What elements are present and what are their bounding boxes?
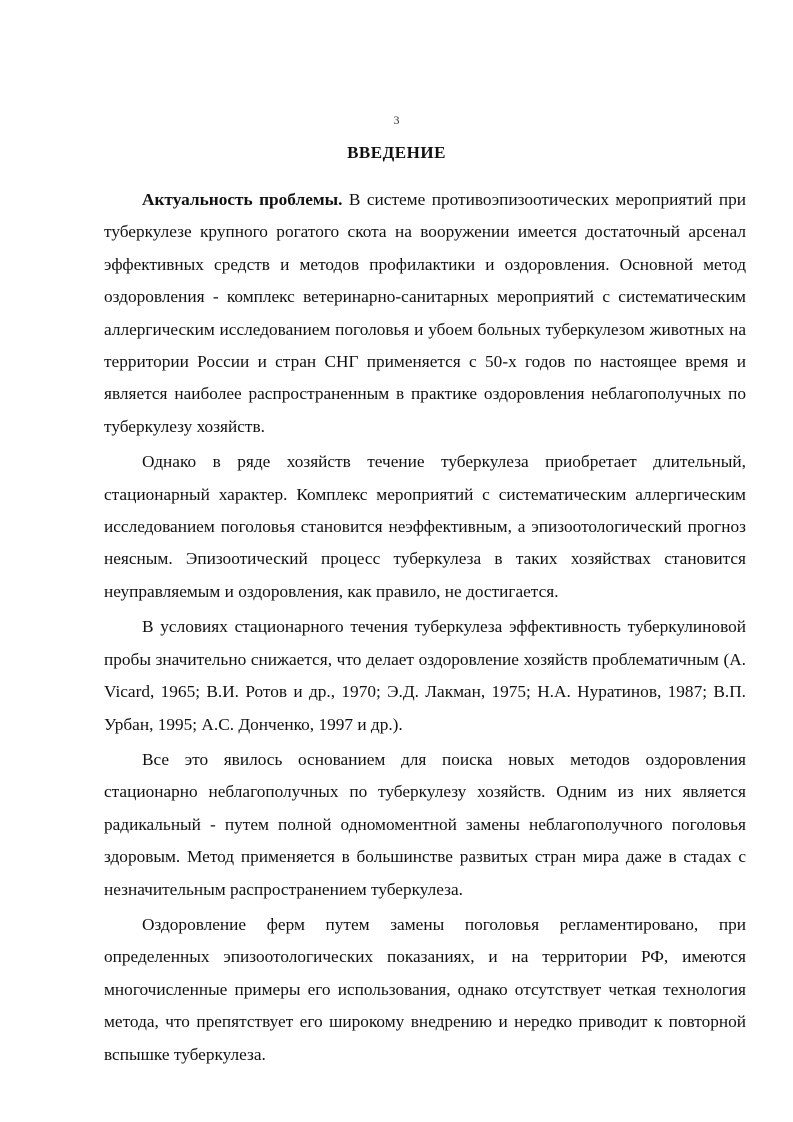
paragraph-relevance — [104, 184, 746, 443]
page-number: 3 — [393, 113, 400, 127]
paragraph-stationary-course: Однако в ряде хозяйств течение туберкулеза приобретает длительный, стационарный характер. Комплекс мероприятий с систематическим аллергическим исследованием поголовья становится неэффективным, а эпизоотологический прогноз неясным. Эпизоотический процесс туберкулеза в таких хозяйствах становится неуправляемым и оздоровления, как правило, не достигается. — [104, 452, 746, 601]
paragraph-text: В системе противоэпизоотических мероприятий при туберкулезе крупного рогатого скота на вооружении имеется достаточный арсенал эффективных средств и методов профилактики и оздоровления. Основной метод оздоровления - комплекс ветеринарно-санитарных мероприятий с систематическим аллергическим исследованием поголовья и убоем больных туберкулезом животных на территории России и стран СНГ применяется с 50-х годов по настоящее время и является наиболее распространенным в практике оздоровления неблагополучных по туберкулезу хозяйств. — [104, 190, 747, 436]
body-text — [104, 184, 746, 1074]
section-heading: ВВЕДЕНИЕ — [347, 143, 446, 162]
paragraph-herd-replacement: Оздоровление ферм путем замены поголовья регламентировано, при определенных эпизоотологических показаниях, и на территории РФ, имеются многочисленные примеры его использования, однако отсутствует четкая технология метода, что препятствует его широкому внедрению и нередко приводит к повторной вспышке туберкулеза. — [104, 914, 746, 1064]
paragraph-tuberculin-test: В условиях стационарного течения туберкулеза эффективность туберкулиновой пробы значительно снижается, что делает оздоровление хозяйств проблематичным (A. Vicard, 1965; В.И. Ротов и др., 1970; Э.Д. Лакман, 1975; Н.А. Нуратинов, 1987; В.П. Урбан, 1995; А.С. Донченко, 1997 и др.). — [104, 617, 746, 734]
paragraph-lead: Актуальность проблемы. — [142, 190, 343, 209]
paragraph-radical-method: Все это явилось основанием для поиска новых методов оздоровления стационарно неблагополучных по туберкулезу хозяйств. Одним из них является радикальный - путем полной одномоментной замены неблагополучного поголовья здоровым. Метод применяется в большинстве развитых стран мира даже в стадах с незначительным распространением туберкулеза. — [104, 749, 746, 899]
